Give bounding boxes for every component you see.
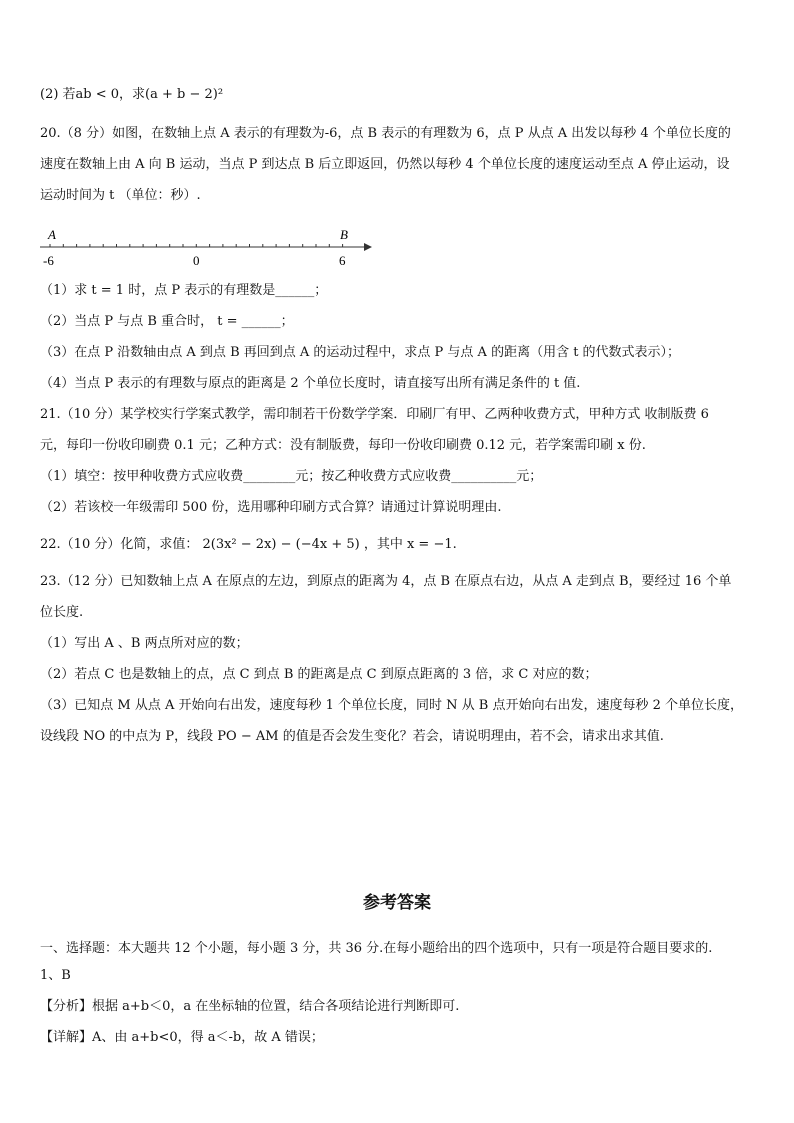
q21-part2: （2）若该校一年级需印 500 份，选用哪种印刷方式合算？请通过计算说明理由.	[40, 500, 502, 515]
q23-part3-line2: 设线段 NO 的中点为 P，线段 PO − AM 的值是否会发生变化？若会，请说明理由，若不会，请求出求其值.	[40, 729, 664, 744]
q20-part2: （2）当点 P 与点 B 重合时， t = ______；	[40, 314, 294, 329]
q23-part3-line1: （3）已知点 M 从点 A 开始向右出发，速度每秒 1 个单位长度，同时 N 从 B 点开始向右出发，速度每秒 2 个单位长度，	[40, 698, 744, 713]
q20-stem-line1: 20.（8 分）如图，在数轴上点 A 表示的有理数为-6，点 B 表示的有理数为 6，点 P 从点 A 出发以每秒 4 个单位长度的	[40, 126, 731, 141]
q21-stem-line1: 21.（10 分）某学校实行学案式教学，需印制若干份数学学案．印刷厂有甲、乙两种收费方式，甲种方式 收制版费 6	[40, 407, 709, 422]
q22-stem: 22.（10 分）化简，求值： 2(3x² − 2x) − (−4x + 5) ，其中 x = −1.	[40, 537, 457, 552]
q20-part1: （1）求 t = 1 时，点 P 表示的有理数是______；	[40, 283, 328, 298]
q23-stem-line2: 位长度.	[40, 605, 84, 620]
q21-stem-line2: 元，每印一份收印刷费 0.1 元；乙种方式：没有制版费，每印一份收印刷费 0.12 元，若学案需印刷 x 份.	[40, 438, 646, 453]
answer-1-analysis: 【分析】根据 a+b＜0，a 在坐标轴的位置，结合各项结论进行判断即可.	[40, 999, 460, 1014]
tick-label-left: -6	[43, 253, 54, 268]
q20-part4: （4）当点 P 表示的有理数与原点的距离是 2 个单位长度时，请直接写出所有满足条件的 t 值.	[40, 376, 581, 391]
tick-label-zero: 0	[193, 253, 200, 268]
answer-section-title: 参考答案	[363, 893, 431, 913]
q19-part2: (2) 若ab < 0，求(a + b − 2)²	[40, 87, 224, 102]
number-line-figure	[36, 225, 376, 270]
q23-part1: （1）写出 A 、B 两点所对应的数；	[40, 636, 249, 651]
q20-stem-line3: 运动时间为 t （单位：秒）.	[40, 188, 201, 203]
answer-1-detail: 【详解】A、由 a+b<0，得 a＜-b，故 A 错误；	[40, 1030, 324, 1045]
q23-stem-line1: 23.（12 分）已知数轴上点 A 在原点的左边，到原点的距离为 4，点 B 在原点右边，从点 A 走到点 B，要经过 16 个单	[40, 574, 732, 589]
answer-section-intro: 一、选择题：本大题共 12 个小题，每小题 3 分，共 36 分.在每小题给出的四个选项中，只有一项是符合题目要求的.	[40, 941, 713, 956]
tick-label-right: 6	[339, 253, 346, 268]
answer-1: 1、B	[40, 968, 71, 983]
point-b-label: B	[340, 227, 348, 242]
q20-part3: （3）在点 P 沿数轴由点 A 到点 B 再回到点 A 的运动过程中，求点 P 与点 A 的距离（用含 t 的代数式表示）；	[40, 345, 681, 360]
q21-part1: （1）填空：按甲种收费方式应收费________元；按乙种收费方式应收费__________元；	[40, 469, 543, 484]
point-a-label: A	[48, 227, 56, 242]
q20-stem-line2: 速度在数轴上由 A 向 B 运动，当点 P 到达点 B 后立即返回，仍然以每秒 4 个单位长度的速度运动至点 A 停止运动，设	[40, 157, 730, 172]
number-line-arrow	[364, 243, 372, 251]
q23-part2: （2）若点 C 也是数轴上的点，点 C 到点 B 的距离是点 C 到原点距离的 3 倍，求 C 对应的数；	[40, 667, 598, 682]
